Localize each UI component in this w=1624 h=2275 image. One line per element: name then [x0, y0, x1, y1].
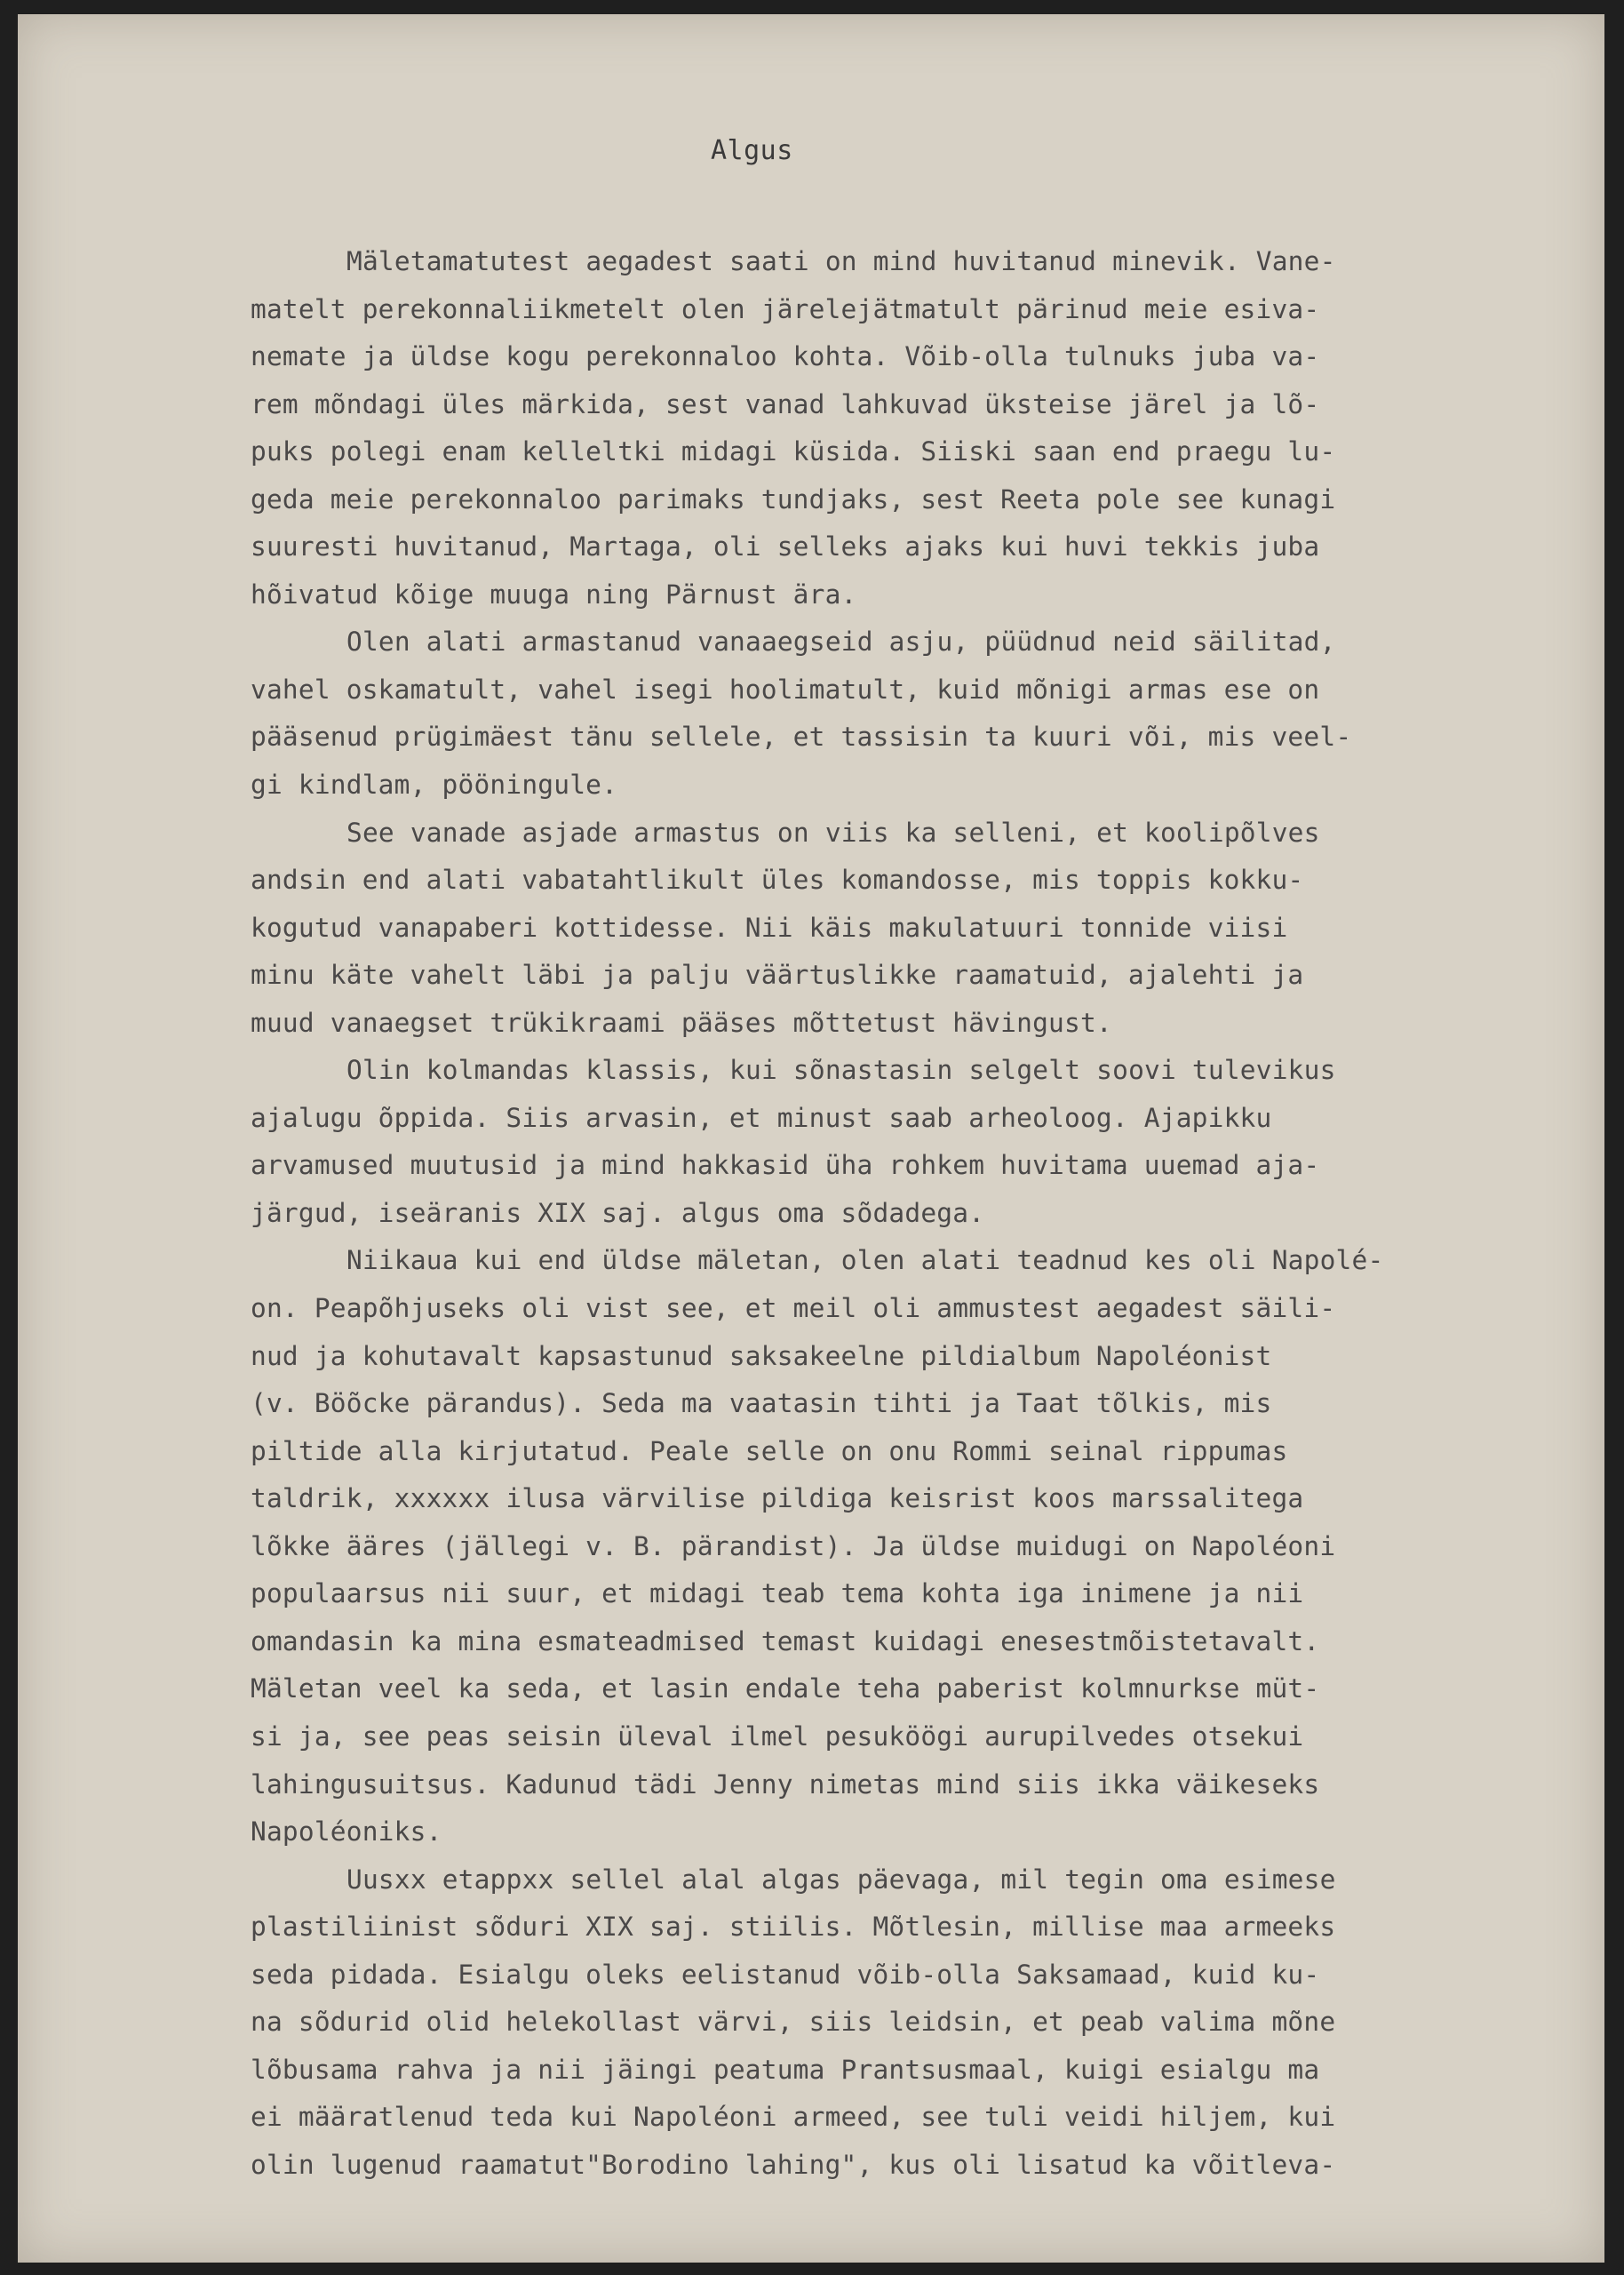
- text-line: na sõdurid olid helekollast värvi, siis leidsin, et peab valima mõne: [251, 2007, 1336, 2038]
- text-line: See vanade asjade armastus on viis ka selleni, et koolipõlves: [346, 817, 1320, 848]
- text-line: gi kindlam, pööningule.: [251, 770, 618, 801]
- text-line: Uusxx etappxx sellel alal algas päevaga, mil tegin oma esimese: [346, 1864, 1336, 1895]
- text-line: arvamused muutusid ja mind hakkasid üha rohkem huvitama uuemad aja-: [251, 1150, 1320, 1181]
- text-line: lõbusama rahva ja nii jäingi peatuma Prantsusmaal, kuigi esialgu ma: [251, 2054, 1320, 2085]
- text-line: nemate ja üldse kogu perekonnaloo kohta. Võib-olla tulnuks juba va-: [251, 341, 1320, 372]
- text-line: lõkke ääres (jällegi v. B. pärandist). Ja üldse muidugi on Napoléoni: [251, 1530, 1336, 1561]
- text-line: andsin end alati vabatahtlikult üles komandosse, mis toppis kokku-: [251, 865, 1304, 896]
- text-line: kogutud vanapaberi kottidesse. Nii käis makulatuuri tonnide viisi: [251, 912, 1288, 943]
- text-line: vahel oskamatult, vahel isegi hoolimatult, kuid mõnigi armas ese on: [251, 674, 1320, 705]
- text-line: on. Peapõhjuseks oli vist see, et meil oli ammustest aegadest säili-: [251, 1293, 1336, 1324]
- text-line: taldrik, xxxxxx ilusa värvilise pildiga keisrist koos marssalitega: [251, 1483, 1304, 1514]
- text-line: plastiliinist sõduri XIX saj. stiilis. Mõtlesin, millise maa armeeks: [251, 1912, 1336, 1943]
- typewritten-page: [18, 14, 1604, 2263]
- text-line: Mäletan veel ka seda, et lasin endale teha paberist kolmnurkse müt-: [251, 1673, 1320, 1704]
- text-line: olin lugenud raamatut"Borodino lahing", kus oli lisatud ka võitleva-: [251, 2149, 1336, 2180]
- text-line: (v. Böõcke pärandus). Seda ma vaatasin tihti ja Taat tõlkis, mis: [251, 1388, 1272, 1419]
- text-line: hõivatud kõige muuga ning Pärnust ära.: [251, 579, 857, 610]
- text-line: nud ja kohutavalt kapsastunud saksakeelne pildialbum Napoléonist: [251, 1340, 1272, 1371]
- text-line: geda meie perekonnaloo parimaks tundjaks, sest Reeta pole see kunagi: [251, 483, 1336, 515]
- text-line: suuresti huvitanud, Martaga, oli selleks ajaks kui huvi tekkis juba: [251, 531, 1320, 563]
- text-line: Olin kolmandas klassis, kui sõnastasin selgelt soovi tulevikus: [346, 1055, 1336, 1086]
- text-line: puks polegi enam kelleltki midagi küsida. Siiski saan end praegu lu-: [251, 436, 1336, 467]
- text-line: seda pidada. Esialgu oleks eelistanud võib-olla Saksamaad, kuid ku-: [251, 1959, 1320, 1990]
- body-text: [251, 238, 1619, 2189]
- text-line: minu käte vahelt läbi ja palju väärtuslikke raamatuid, ajalehti ja: [251, 960, 1304, 991]
- text-line: omandasin ka mina esmateadmised temast kuidagi enesestmõistetavalt.: [251, 1625, 1320, 1656]
- text-line: pääsenud prügimäest tänu sellele, et tassisin ta kuuri või, mis veel-: [251, 722, 1352, 753]
- text-line: populaarsus nii suur, et midagi teab tema kohta iga inimene ja nii: [251, 1578, 1304, 1609]
- text-line: järgud, iseäranis XIX saj. algus oma sõdadega.: [251, 1197, 985, 1228]
- text-line: ei määratlenud teda kui Napoléoni armeed, see tuli veidi hiljem, kui: [251, 2102, 1336, 2133]
- text-line: lahingusuitsus. Kadunud tädi Jenny nimetas mind siis ikka väikeseks: [251, 1768, 1320, 1800]
- text-line: Napoléoniks.: [251, 1816, 442, 1848]
- text-line: Mäletamatutest aegadest saati on mind huvitanud minevik. Vane-: [346, 246, 1336, 276]
- text-line: Niikaua kui end üldse mäletan, olen alati teadnud kes oli Napolé-: [346, 1245, 1384, 1276]
- text-line: muud vanaegset trükikraami pääses mõttetust hävingust.: [251, 1007, 1112, 1038]
- text-line: ajalugu õppida. Siis arvasin, et minust saab arheoloog. Ajapikku: [251, 1102, 1272, 1133]
- text-line: si ja, see peas seisin üleval ilmel pesuköögi aurupilvedes otsekui: [251, 1720, 1304, 1752]
- text-line: matelt perekonnaliikmetelt olen järelejätmatult pärinud meie esiva-: [251, 293, 1320, 324]
- page-title: Algus: [711, 135, 793, 166]
- text-line: rem mõndagi üles märkida, sest vanad lahkuvad üksteise järel ja lõ-: [251, 388, 1320, 419]
- text-line: piltide alla kirjutatud. Peale selle on onu Rommi seinal rippumas: [251, 1435, 1288, 1466]
- text-line: Olen alati armastanud vanaaegseid asju, püüdnud neid säilitad,: [346, 627, 1336, 658]
